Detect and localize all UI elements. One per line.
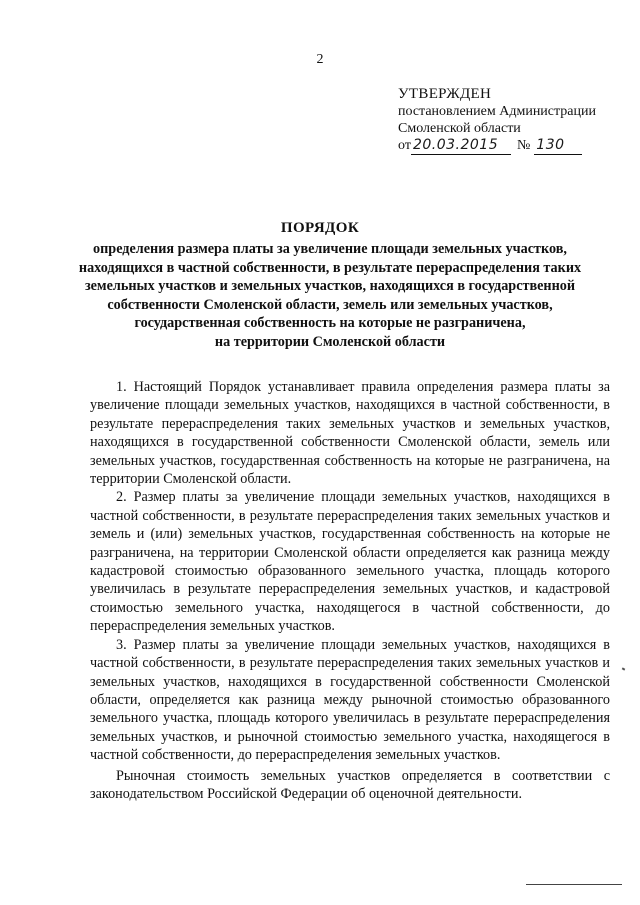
document-subtitle xyxy=(50,240,610,352)
paragraph-3: 3. Размер платы за увеличение площади земельных участков, находящихся в частной собственности, в результате перераспределения таких земельных участков и земельных участков, находящихся в государственной собственности Смоленской области, определяется как разница между рыночной стоимостью образованного земельного участка, площадь которого увеличилась в результате перераспределения земельных участков, и рыночной стоимостью земельного участка, находящегося в частной собственности, до перераспределения земельных участков. xyxy=(90,636,610,764)
page-number: 2 xyxy=(316,52,324,67)
date-prefix: от xyxy=(398,138,411,153)
subtitle-line: государственная собственность на которые не разграничена, xyxy=(134,315,526,332)
footer-rule xyxy=(526,884,622,885)
subtitle-line: определения размера платы за увеличение площади земельных участков, xyxy=(93,241,567,257)
paragraph-4: Рыночная стоимость земельных участков определяется в соответствии с законодательством Российской Федерации об оценочной деятельности. xyxy=(90,767,610,802)
number-sign: № xyxy=(516,138,531,153)
approval-line-1: постановлением Администрации xyxy=(398,104,596,119)
document-title: ПОРЯДОК xyxy=(280,220,360,236)
paragraph-2: 2. Размер платы за увеличение площади земельных участков, находящихся в частной собственности, в результате перераспределения таких земельных участков и земель и (или) земельных участков, государственная собственность на которые не разграничена, на территории Смоленской области определяется как разница между кадастровой стоимостью образованного земельного участка, площадь которого увеличилась в результате перераспределения земельных участков, и кадастровой стоимостью земельного участка, находящегося в частной собственности, до перераспределения земельных участков. xyxy=(90,489,610,635)
subtitle-line: находящихся в частной собственности, в результате перераспределения таких xyxy=(78,259,582,276)
handwritten-date: 20.03.2015 xyxy=(411,137,511,155)
approval-title: УТВЕРЖДЕН xyxy=(398,86,492,102)
subtitle-line: собственности Смоленской области, земель или земельных участков, xyxy=(107,296,553,313)
subtitle-line: земельных участков и земельных участков, находящихся в государственной xyxy=(84,278,576,295)
document-body xyxy=(90,378,610,803)
subtitle-line: на территории Смоленской области xyxy=(214,333,446,350)
handwritten-number: 130 xyxy=(534,137,582,155)
approval-stamp xyxy=(398,86,596,155)
approval-date-line xyxy=(398,137,596,155)
scan-speck xyxy=(622,667,626,670)
approval-line-2: Смоленской области xyxy=(398,121,521,136)
paragraph-1: 1. Настоящий Порядок устанавливает правила определения размера платы за увеличение площади земельных участков, находящихся в частной собственности, в результате перераспределения таких земельных участков и земельных участков, находящихся в государственной собственности Смоленской области, земель или земельных участков, государственная собственность на которые не разграничена, на территории Смоленской области. xyxy=(90,379,610,488)
